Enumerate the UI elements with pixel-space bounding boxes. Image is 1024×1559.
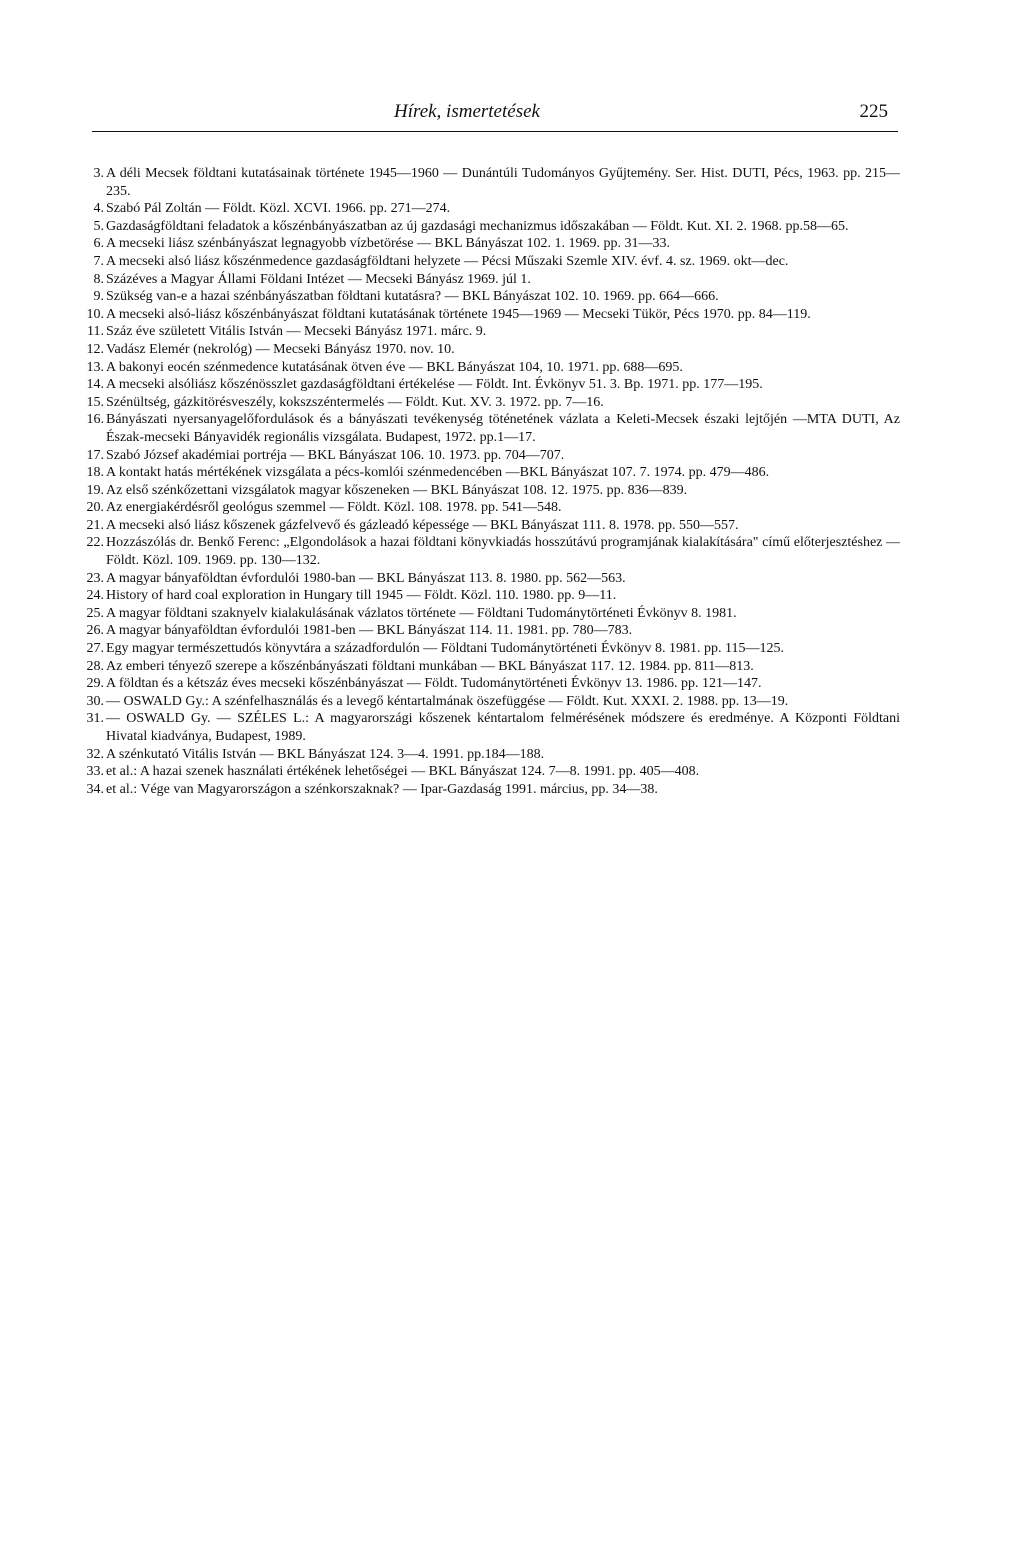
reference-text: Szabó József akadémiai portréja — BKL Bányászat 106. 10. 1973. pp. 704—707. [106,447,565,463]
reference-text: History of hard coal exploration in Hungary till 1945 — Földt. Közl. 110. 1980. pp. 9—11. [106,588,617,604]
reference-number: 4. [93,201,104,217]
reference-item [86,359,900,377]
reference-number: 16. [86,412,104,428]
reference-item [86,534,900,569]
reference-item [86,517,900,535]
reference-number: 7. [93,253,104,269]
reference-text: et al.: Vége van Magyarországon a szénkorszaknak? — Ipar-Gazdaság 1991. március, pp. 34—38. [106,781,658,797]
reference-item [92,288,900,306]
reference-number: 3. [93,166,104,181]
reference-item [86,587,900,605]
reference-text: A magyar bányaföldtan évfordulói 1980-ban — BKL Bányászat 113. 8. 1980. pp. 562—563. [106,570,626,586]
reference-text: Hozzászólás dr. Benkő Ferenc: „Elgondolások a hazai földtani könyvkiadás hosszútávú programjának kialakítására" című előterjesztéshez — Földt. Közl. 109. 1969. pp. 130—132. [106,535,900,569]
reference-number: 17. [86,447,104,463]
reference-number: 25. [86,605,104,621]
reference-number: 9. [93,289,104,305]
reference-item [86,306,900,324]
reference-number: 21. [86,517,104,533]
reference-text: A mecseki liász szénbányászat legnagyobb vízbetörése — BKL Bányászat 102. 1. 1969. pp. 31—33. [106,236,671,252]
reference-text: A magyar földtani szaknyelv kialakulásának vázlatos története — Földtani Tudománytörténeti Évkönyv 8. 1981. [106,605,737,621]
reference-item [92,165,900,200]
reference-text: Gazdaságföldtani feladatok a kőszénbányászatban az új gazdasági mechanizmus időszakában — Földt. Kut. XI. 2. 1968. pp.58—65. [106,218,849,234]
reference-item [86,499,900,517]
reference-item [86,658,900,676]
reference-text: et al.: A hazai szenek használati értékének lehetőségei — BKL Bányászat 124. 7—8. 1991. pp. 405—408. [106,764,700,780]
reference-number: 11. [87,324,104,340]
page-number: 225 [859,101,888,122]
reference-number: 27. [86,641,104,657]
reference-text: A magyar bányaföldtan évfordulói 1981-ben — BKL Bányászat 114. 11. 1981. pp. 780—783. [106,623,633,639]
reference-text: Szükség van-e a hazai szénbányászatban földtani kutatásra? — BKL Bányászat 102. 10. 1969. pp. 664—666. [106,289,719,305]
reference-item [86,710,900,745]
reference-item [92,253,900,271]
reference-number: 26. [86,623,104,639]
reference-number: 32. [86,746,104,762]
reference-text: A bakonyi eocén szénmedence kutatásának ötven éve — BKL Bányászat 104, 10. 1971. pp. 688—695. [106,359,683,375]
reference-item [92,200,900,218]
reference-text: Szénültség, gázkitörésveszély, kokszszéntermelés — Földt. Kut. XV. 3. 1972. pp. 7—16. [106,394,604,410]
reference-text: A mecseki alsó liász kőszenek gázfelvevő és gázleadó képessége — BKL Bányászat 111. 8. 1978. pp. 550—557. [106,517,739,533]
reference-number: 28. [86,658,104,674]
reference-number: 5. [93,218,104,234]
reference-text: Százéves a Magyar Állami Földani Intézet — Mecseki Bányász 1969. júl 1. [106,271,531,287]
reference-item [86,640,900,658]
reference-item [86,781,900,799]
reference-item [87,323,900,341]
reference-text: Egy magyar természettudós könyvtára a századfordulón — Földtani Tudománytörténeti Évkönyv 8. 1981. pp. 115—125. [106,641,784,657]
reference-number: 6. [93,236,104,252]
reference-number: 14. [86,377,104,393]
reference-number: 30. [86,693,104,709]
reference-item [92,235,900,253]
page-header [92,100,898,130]
reference-item [86,376,900,394]
reference-item [86,746,900,764]
reference-text: A földtan és a kétszáz éves mecseki kőszénbányászat — Földt. Tudománytörténeti Évkönyv 13. 1986. pp. 121—147. [106,676,762,692]
reference-number: 31. [86,711,104,727]
reference-item [92,218,900,236]
reference-text: Száz éve született Vitális István — Mecseki Bányász 1971. márc. 9. [106,324,487,340]
reference-item [92,271,900,289]
reference-text: Az energiakérdésről geológus szemmel — Földt. Közl. 108. 1978. pp. 541—548. [106,500,562,516]
running-title: Hírek, ismertetések [394,101,540,122]
reference-number: 13. [86,359,104,375]
header-rule [92,131,898,132]
reference-item [86,763,900,781]
reference-text: Szabó Pál Zoltán — Földt. Közl. XCVI. 1966. pp. 271—274. [106,201,451,217]
reference-number: 29. [86,676,104,692]
reference-item [86,464,900,482]
reference-number: 22. [86,535,104,551]
reference-item [86,570,900,588]
reference-number: 20. [86,500,104,516]
reference-number: 12. [86,341,104,357]
reference-number: 24. [86,588,104,604]
reference-number: 10. [86,306,104,322]
reference-text: Az első szénkőzettani vizsgálatok magyar kőszeneken — BKL Bányászat 108. 12. 1975. pp. 836—839. [106,482,688,498]
reference-item [86,411,900,446]
reference-item [86,622,900,640]
reference-list [86,165,900,798]
reference-item [86,447,900,465]
reference-text: A mecseki alsó-liász kőszénbányászat földtani kutatásának története 1945—1969 — Mecseki Tükör, Pécs 1970. pp. 84—119. [106,306,811,322]
reference-number: 33. [86,764,104,780]
reference-text: Az emberi tényező szerepe a kőszénbányászati földtani munkában — BKL Bányászat 117. 12. 1984. pp. 811—813. [106,658,754,674]
reference-item [86,605,900,623]
reference-item [86,693,900,711]
reference-item [86,341,900,359]
reference-item [86,675,900,693]
reference-text: A déli Mecsek földtani kutatásainak története 1945—1960 — Dunántúli Tudományos Gyűjtemény. Ser. Hist. DUTI, Pécs, 1963. pp. 215—235. [106,166,900,199]
reference-text: — OSWALD Gy. — SZÉLES L.: A magyarországi kőszenek kéntartalom felmérésének módszere és eredménye. A Központi Földtani Hivatal kiadványa, Budapest, 1989. [106,711,900,744]
reference-number: 15. [86,394,104,410]
reference-text: Bányászati nyersanyagelőfordulások és a bányászati tevékenység töténetének vázlata a Keleti-Mecsek északi lejtőjén —MTA DUTI, Az Észak-mecseki Bányavidék regionális vizsgálata. Budapest, 1972. pp.1—17. [106,412,900,445]
reference-number: 18. [86,465,104,481]
reference-text: A kontakt hatás mértékének vizsgálata a pécs-komlói szénmedencében —BKL Bányászat 107. 7. 1974. pp. 479—486. [106,465,770,481]
reference-number: 34. [86,781,104,797]
reference-text: A mecseki alsóliász kőszénösszlet gazdaságföldtani értékelése — Földt. Int. Évkönyv 51. 3. Bp. 1971. pp. 177—195. [106,377,763,393]
reference-text: Vadász Elemér (nekrológ) — Mecseki Bányász 1970. nov. 10. [106,341,455,357]
reference-number: 23. [86,570,104,586]
reference-text: — OSWALD Gy.: A szénfelhasználás és a levegő kéntartalmának öszefüggése — Földt. Kut. XXXI. 2. 1988. pp. 13—19. [106,693,789,709]
reference-item [86,394,900,412]
reference-number: 19. [86,482,104,498]
reference-number: 8. [93,271,104,287]
reference-text: A mecseki alsó liász kőszénmedence gazdaságföldtani helyzete — Pécsi Műszaki Szemle XIV. évf. 4. sz. 1969. okt—dec. [106,253,789,269]
reference-item [86,482,900,500]
reference-text: A szénkutató Vitális István — BKL Bányászat 124. 3—4. 1991. pp.184—188. [106,746,545,762]
